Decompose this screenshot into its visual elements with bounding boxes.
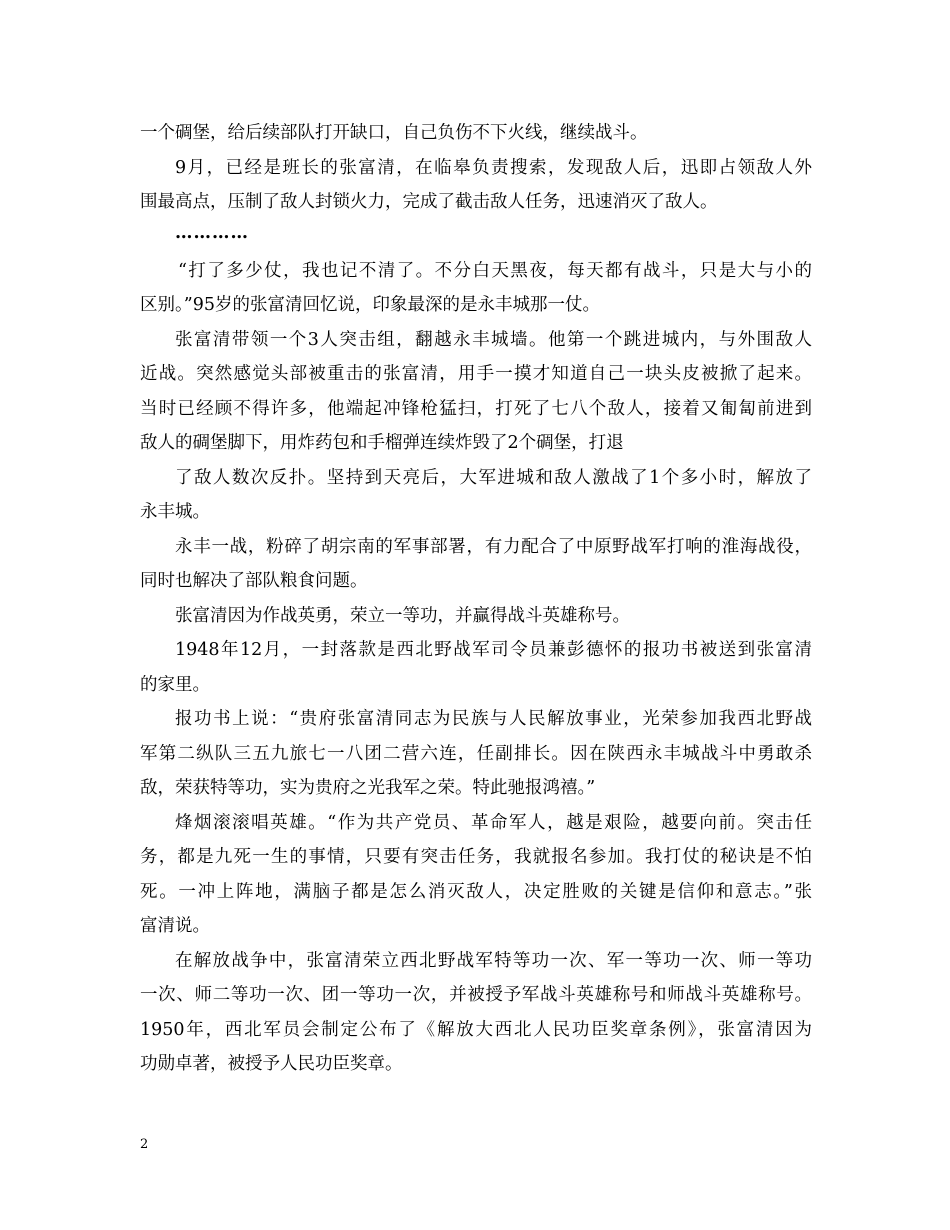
paragraph-start-line: 张富清带领一个3人突击组，翻越永丰城墙。他第一个跳进城内，与外围敌人 xyxy=(175,330,812,350)
text-line: 区别。”95岁的张富清回忆说，印象最深的是永丰城那一仗。 xyxy=(140,295,600,315)
text-line: 敌人的碉堡脚下，用炸药包和手榴弹连续炸毁了2个碉堡，打退 xyxy=(140,433,624,453)
text-line: 军第二纵队三五九旅七一八团二营六连，任副排长。因在陕西永丰城战斗中勇敢杀 xyxy=(140,744,812,764)
text-line: 当时已经顾不得许多，他端起冲锋枪猛扫，打死了七八个敌人，接着又匍匐前进到 xyxy=(140,399,812,419)
ellipsis-separator: ………… xyxy=(175,223,249,243)
text-line: 功勋卓著，被授予人民功臣奖章。 xyxy=(140,1054,403,1074)
text-line: 近战。突然感觉头部被重击的张富清，用手一摸才知道自己一块头皮被掀了起来。 xyxy=(140,364,812,384)
text-line: 的家里。 xyxy=(140,675,210,695)
paragraph-start-line: 9月，已经是班长的张富清，在临皋负责搜索，发现敌人后，迅即占领敌人外 xyxy=(175,158,812,178)
paragraph-start-line: 在解放战争中，张富清荣立西北野战军特等功一次、军一等功一次、师一等功 xyxy=(175,951,812,971)
text-line: 围最高点，压制了敌人封锁火力，完成了截击敌人任务，迅速消灭了敌人。 xyxy=(140,192,718,212)
paragraph-start-line: 了敌人数次反扑。坚持到天亮后，大军进城和敌人激战了1个多小时，解放了 xyxy=(175,468,812,488)
text-line: 死。一冲上阵地，满脑子都是怎么消灭敌人，决定胜败的关键是信仰和意志。”张 xyxy=(140,882,812,902)
paragraph-start-line: 永丰一战，粉碎了胡宗南的军事部署，有力配合了中原野战军打响的淮海战役， xyxy=(175,537,812,557)
text-line: 同时也解决了部队粮食问题。 xyxy=(140,571,368,591)
page-number: 2 xyxy=(140,1137,149,1152)
paragraph-start-line: “打了多少仗，我也记不清了。不分白天黑夜，每天都有战斗，只是大与小的 xyxy=(178,261,812,281)
text-line: 一次、师二等功一次、团一等功一次，并被授予军战斗英雄称号和师战斗英雄称号。 xyxy=(140,985,812,1005)
text-line: 敌，荣获特等功，实为贵府之光我军之荣。特此驰报鸿禧。” xyxy=(140,778,596,798)
text-line: 务，都是九死一生的事情，只要有突击任务，我就报名参加。我打仗的秘诀是不怕 xyxy=(140,847,812,867)
text-line: 富清说。 xyxy=(140,916,210,936)
text-line: 一个碉堡，给后续部队打开缺口，自己负伤不下火线，继续战斗。 xyxy=(140,123,648,143)
paragraph-start-line: 张富清因为作战英勇，荣立一等功，并赢得战斗英雄称号。 xyxy=(175,606,630,626)
paragraph-start-line: 报功书上说：“贵府张富清同志为民族与人民解放事业，光荣参加我西北野战 xyxy=(175,709,812,729)
text-line: 永丰城。 xyxy=(140,502,210,522)
text-line: 1950年，西北军员会制定公布了《解放大西北人民功臣奖章条例》，张富清因为 xyxy=(140,1020,812,1040)
paragraph-start-line: 烽烟滚滚唱英雄。“作为共产党员、革命军人，越是艰险，越要向前。突击任 xyxy=(175,813,812,833)
paragraph-start-line: 1948年12月，一封落款是西北野战军司令员兼彭德怀的报功书被送到张富清 xyxy=(175,640,812,660)
